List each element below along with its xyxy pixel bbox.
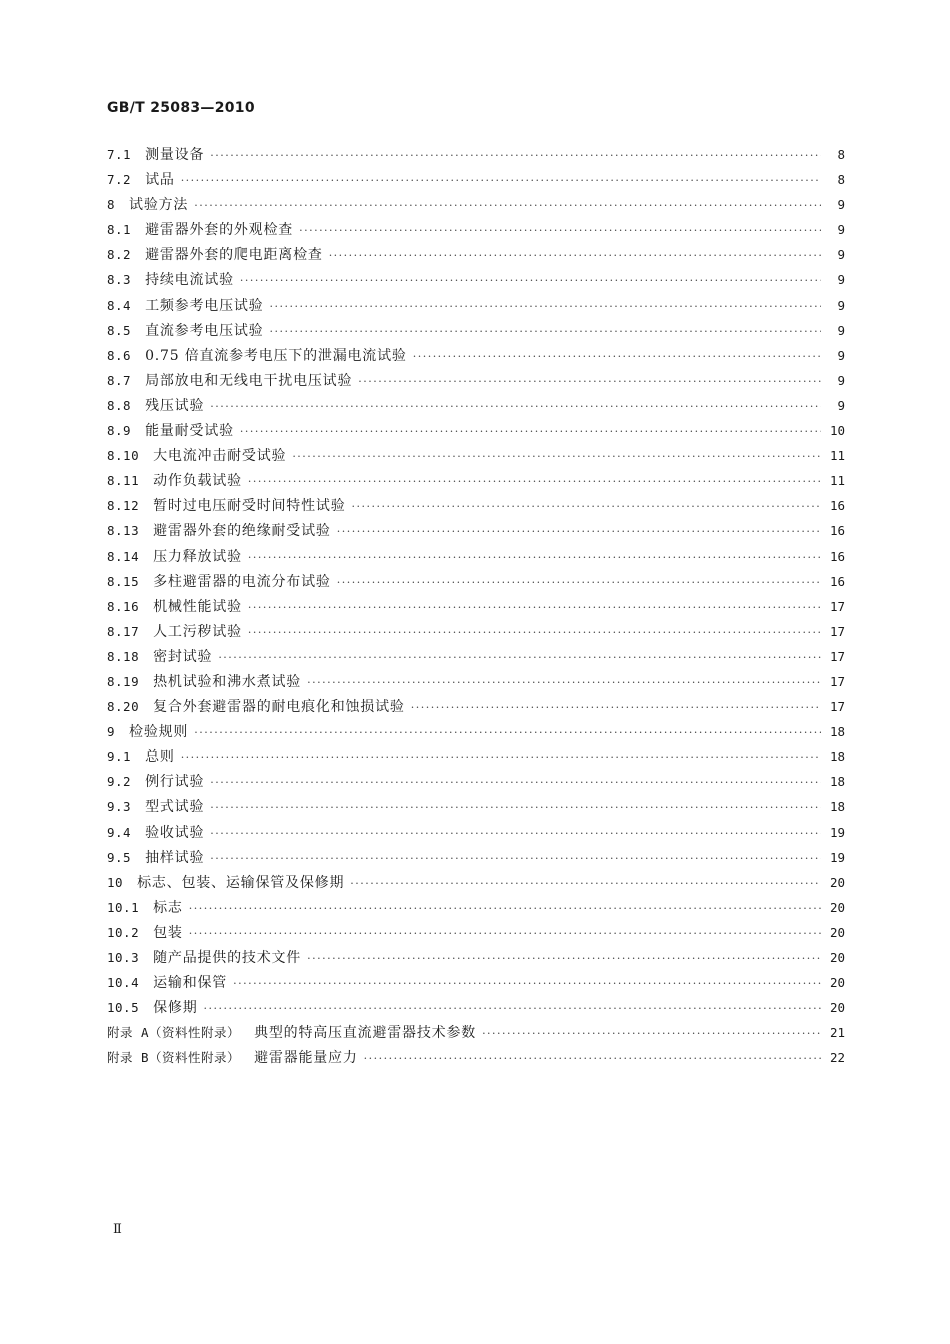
toc-entry-number: 10.3 (107, 950, 140, 965)
toc-entry-title: 机械性能试验 (153, 598, 242, 615)
toc-entry[interactable] (107, 970, 845, 995)
toc-entry-number: 8.13 (107, 523, 140, 539)
toc-entry[interactable] (107, 293, 845, 318)
toc-entry-page: 18 (829, 774, 845, 790)
toc-entry-title: 避雷器外套的爬电距离检查 (145, 247, 323, 264)
toc-entry-page: 9 (837, 197, 845, 213)
toc-entry-title: 密封试验 (153, 648, 213, 665)
toc-entry[interactable] (107, 142, 845, 167)
toc-entry-page: 20 (829, 975, 845, 991)
toc-dot-leader (210, 795, 821, 820)
toc-entry[interactable] (107, 594, 845, 619)
toc-entry-number: 8.5 (107, 322, 132, 338)
toc-entry-number: 9.4 (107, 824, 132, 840)
toc-entry[interactable] (107, 694, 845, 719)
toc-dot-leader (233, 971, 821, 996)
toc-dot-leader (337, 570, 821, 595)
toc-entry[interactable] (107, 644, 845, 669)
toc-dot-leader (248, 620, 821, 645)
toc-entry[interactable] (107, 267, 845, 292)
toc-entry-number: 9 (107, 724, 116, 740)
toc-entry[interactable] (107, 368, 845, 393)
toc-entry-title: 测量设备 (145, 147, 205, 163)
toc-entry[interactable] (107, 1045, 845, 1070)
toc-entry-number: 10 (107, 874, 124, 890)
toc-entry-number: 7.1 (107, 147, 132, 162)
toc-entry-page: 16 (829, 548, 845, 564)
toc-entry-page: 16 (829, 523, 845, 539)
toc-entry-number: 8.9 (107, 423, 132, 439)
toc-entry-page: 17 (829, 699, 845, 715)
toc-entry[interactable] (107, 920, 845, 945)
toc-entry-page: 9 (837, 347, 845, 363)
toc-entry-page: 8 (837, 147, 845, 162)
toc-entry[interactable] (107, 443, 845, 468)
toc-entry-number: 9.5 (107, 849, 132, 865)
page-header-standard-code: GB/T 25083—2010 (107, 100, 255, 116)
toc-dot-leader (240, 419, 821, 444)
toc-dot-leader (204, 996, 821, 1021)
toc-entry-number: 10.5 (107, 1000, 140, 1016)
toc-entry-title: 试验方法 (129, 197, 189, 214)
toc-entry-number: 9.3 (107, 799, 132, 815)
toc-entry[interactable] (107, 393, 845, 418)
toc-entry-page: 22 (829, 1050, 845, 1066)
toc-dot-leader (352, 494, 821, 519)
toc-entry-page: 17 (829, 598, 845, 614)
toc-entry[interactable] (107, 669, 845, 694)
toc-entry-title: 热机试验和沸水煮试验 (153, 673, 302, 690)
toc-dot-leader (210, 846, 821, 871)
toc-entry-number: 8.8 (107, 397, 132, 413)
toc-entry-page: 20 (829, 899, 845, 915)
toc-entry-title: 避雷器外套的绝缘耐受试验 (153, 523, 331, 540)
toc-entry-number: 8.6 (107, 347, 132, 363)
toc-dot-leader (181, 745, 821, 770)
toc-dot-leader (292, 444, 821, 469)
toc-entry-number: 8.12 (107, 498, 140, 514)
toc-entry-number: 8.18 (107, 648, 140, 664)
toc-entry[interactable] (107, 619, 845, 644)
toc-entry-number: 8.10 (107, 448, 140, 464)
toc-dot-leader (189, 921, 821, 946)
toc-dot-leader (350, 871, 821, 896)
toc-entry-title: 动作负载试验 (153, 473, 242, 490)
toc-entry-title: 能量耐受试验 (145, 423, 234, 440)
toc-entry[interactable] (107, 343, 845, 368)
toc-entry-number: 8.14 (107, 548, 140, 564)
toc-entry-title: 随产品提供的技术文件 (153, 950, 302, 966)
toc-entry-number: 10.1 (107, 899, 140, 915)
toc-entry-page: 9 (837, 372, 845, 388)
toc-entry[interactable] (107, 719, 845, 744)
toc-dot-leader (210, 821, 821, 846)
toc-entry-number: 附录 A（资料性附录） (107, 1025, 241, 1041)
toc-entry-page: 16 (829, 498, 845, 514)
toc-entry[interactable] (107, 192, 845, 217)
toc-entry-page: 11 (829, 473, 845, 489)
toc-entry-page: 9 (837, 397, 845, 413)
toc-entry[interactable] (107, 769, 845, 794)
toc-entry-page: 20 (829, 1000, 845, 1016)
toc-entry-number: 10.4 (107, 975, 140, 991)
toc-dot-leader (307, 946, 821, 971)
toc-entry-title: 0.75 倍直流参考电压下的泄漏电流试验 (145, 347, 407, 364)
toc-entry-title: 抽样试验 (145, 849, 205, 866)
toc-dot-leader (329, 243, 821, 268)
toc-entry-page: 8 (837, 172, 845, 188)
toc-entry-number: 8.4 (107, 297, 132, 313)
toc-dot-leader (248, 595, 821, 620)
toc-dot-leader (364, 1046, 821, 1071)
toc-entry[interactable] (107, 744, 845, 769)
toc-entry-title: 持续电流试验 (145, 272, 234, 289)
toc-entry-number: 8.15 (107, 573, 140, 589)
toc-entry[interactable] (107, 167, 845, 192)
toc-entry-number: 8 (107, 197, 116, 213)
toc-entry[interactable] (107, 242, 845, 267)
toc-dot-leader (194, 193, 821, 218)
toc-entry[interactable] (107, 418, 845, 443)
toc-entry-title: 压力释放试验 (153, 548, 242, 565)
toc-dot-leader (181, 168, 821, 193)
toc-entry-title: 例行试验 (145, 774, 205, 791)
toc-entry-title: 总则 (145, 749, 175, 766)
toc-entry-number: 9.2 (107, 774, 132, 790)
toc-dot-leader (307, 670, 821, 695)
toc-entry[interactable] (107, 995, 845, 1020)
toc-entry[interactable] (107, 493, 845, 518)
toc-entry-title: 典型的特高压直流避雷器技术参数 (254, 1025, 477, 1042)
toc-entry-title: 检验规则 (129, 724, 189, 741)
toc-entry[interactable] (107, 870, 845, 895)
toc-entry-title: 局部放电和无线电干扰电压试验 (145, 372, 353, 389)
toc-entry-title: 试品 (145, 172, 175, 189)
toc-entry-title: 复合外套避雷器的耐电痕化和蚀损试验 (153, 699, 405, 716)
toc-entry-title: 包装 (153, 924, 183, 941)
toc-entry-title: 工频参考电压试验 (145, 297, 264, 314)
toc-entry-number: 8.1 (107, 222, 132, 238)
toc-dot-leader (269, 294, 821, 319)
toc-entry-page: 9 (837, 322, 845, 338)
toc-entry-title: 直流参考电压试验 (145, 322, 264, 339)
toc-dot-leader (411, 695, 821, 720)
toc-entry[interactable] (107, 544, 845, 569)
toc-entry-title: 运输和保管 (153, 975, 228, 992)
toc-entry-page: 10 (829, 423, 845, 439)
toc-entry-number: 8.2 (107, 247, 132, 263)
toc-entry[interactable] (107, 1020, 845, 1045)
toc-entry-page: 18 (829, 799, 845, 815)
toc-entry-number: 8.3 (107, 272, 132, 288)
toc-dot-leader (482, 1021, 821, 1046)
toc-entry[interactable] (107, 318, 845, 343)
toc-entry-page: 19 (829, 849, 845, 865)
toc-dot-leader (210, 143, 821, 168)
toc-entry-number: 8.17 (107, 623, 140, 639)
toc-entry-page: 20 (829, 874, 845, 890)
toc-entry-title: 避雷器外套的外观检查 (145, 222, 294, 239)
toc-entry-title: 保修期 (153, 1000, 198, 1017)
toc-entry-number: 附录 B（资料性附录） (107, 1050, 241, 1066)
toc-dot-leader (299, 218, 821, 243)
toc-entry-page: 9 (837, 247, 845, 263)
toc-dot-leader (240, 268, 821, 293)
toc-entry-title: 验收试验 (145, 824, 205, 841)
toc-entry-number: 7.2 (107, 172, 132, 188)
toc-entry-page: 11 (829, 448, 845, 464)
toc-entry-page: 20 (829, 924, 845, 940)
toc-dot-leader (248, 545, 821, 570)
toc-dot-leader (210, 394, 821, 419)
toc-entry[interactable] (107, 569, 845, 594)
toc-entry-title: 残压试验 (145, 397, 205, 414)
toc-entry[interactable] (107, 518, 845, 543)
toc-entry-page: 19 (829, 824, 845, 840)
toc-dot-leader (189, 896, 821, 921)
toc-entry[interactable] (107, 217, 845, 242)
toc-entry-title: 人工污秽试验 (153, 623, 242, 640)
toc-dot-leader (358, 369, 821, 394)
toc-entry[interactable] (107, 820, 845, 845)
toc-entry-title: 大电流冲击耐受试验 (153, 448, 287, 465)
toc-dot-leader (218, 645, 821, 670)
toc-entry-page: 18 (829, 724, 845, 740)
toc-entry-page: 21 (829, 1025, 845, 1041)
toc-dot-leader (248, 469, 821, 494)
toc-entry-number: 9.1 (107, 749, 132, 765)
toc-entry-page: 9 (837, 297, 845, 313)
toc-entry[interactable] (107, 845, 845, 870)
toc-entry-number: 8.11 (107, 473, 140, 489)
toc-entry-title: 多柱避雷器的电流分布试验 (153, 573, 331, 590)
toc-entry-page: 17 (829, 623, 845, 639)
toc-entry-number: 10.2 (107, 924, 140, 940)
toc-entry-number: 8.19 (107, 673, 140, 689)
toc-entry[interactable] (107, 945, 845, 970)
toc-entry-page: 17 (829, 648, 845, 664)
toc-entry-number: 8.20 (107, 699, 140, 715)
toc-dot-leader (269, 319, 821, 344)
toc-entry-page: 9 (837, 222, 845, 238)
toc-dot-leader (194, 720, 821, 745)
toc-entry[interactable] (107, 468, 845, 493)
toc-entry[interactable] (107, 895, 845, 920)
page-number: Ⅱ (113, 1222, 122, 1237)
toc-entry-page: 16 (829, 573, 845, 589)
toc-entry-number: 8.7 (107, 372, 132, 388)
toc-dot-leader (210, 770, 821, 795)
toc-entry-number: 8.16 (107, 598, 140, 614)
toc-entry-page: 18 (829, 749, 845, 765)
toc-entry-title: 标志、包装、运输保管及保修期 (137, 874, 345, 891)
toc-entry-title: 型式试验 (145, 799, 205, 816)
toc-dot-leader (413, 344, 821, 369)
toc-entry-page: 9 (837, 272, 845, 288)
toc-entry-title: 标志 (153, 899, 183, 916)
toc-entry-title: 暂时过电压耐受时间特性试验 (153, 498, 346, 515)
toc-entry-page: 20 (829, 950, 845, 965)
toc-entry-page: 17 (829, 673, 845, 689)
toc-entry-title: 避雷器能量应力 (254, 1050, 358, 1067)
toc-dot-leader (337, 519, 821, 544)
toc-entry[interactable] (107, 794, 845, 819)
table-of-contents (107, 142, 845, 1070)
